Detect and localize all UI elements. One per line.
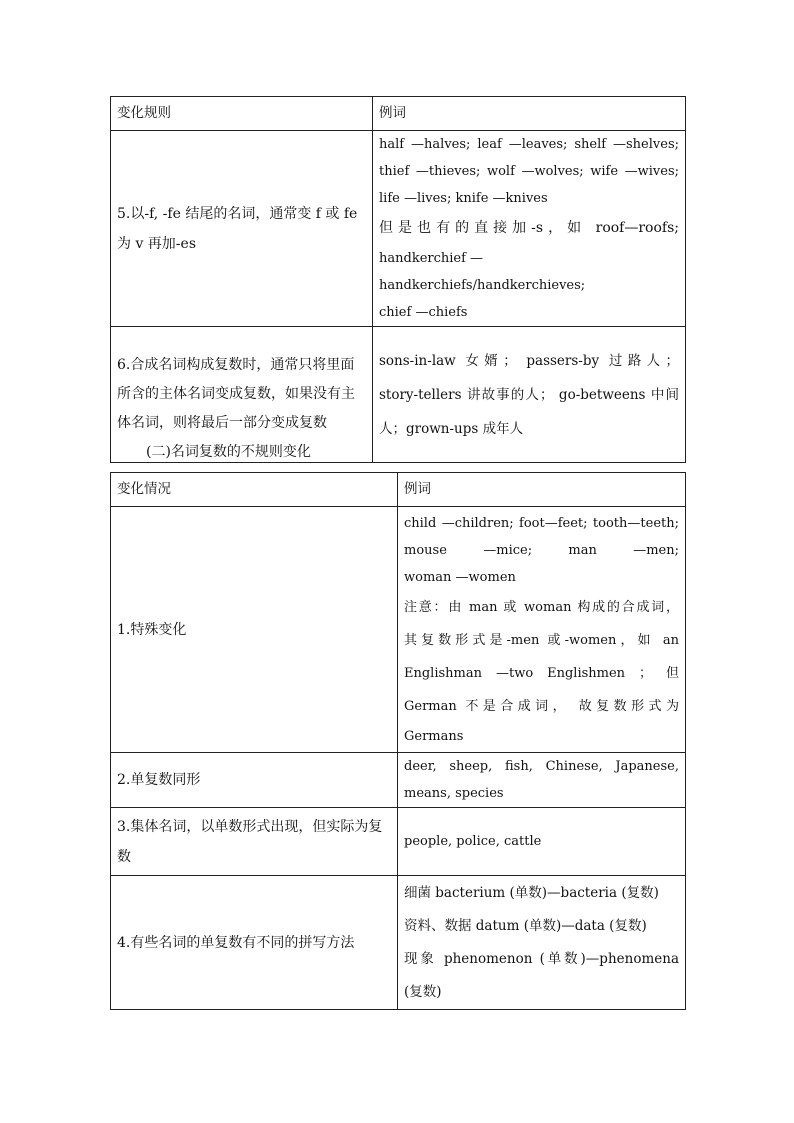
example-line: thief —thieves; wolf —wolves; wife —wives;: [379, 164, 679, 179]
rule-cell: 6.合成名词构成复数时，通常只将里面所含的主体名词变成复数，如果没有主体名词，则将最后一部分变成复数: [111, 327, 373, 463]
table-header-row: [111, 97, 686, 131]
example-line: half —halves; leaf —leaves; shelf —shelves;: [379, 137, 679, 152]
example-cell: [373, 131, 686, 327]
example-cell: [398, 808, 686, 876]
header-rule-cell: 变化情况: [111, 473, 398, 507]
rule-cell: 5.以-f, -fe 结尾的名词，通常变 f 或 fe 为 v 再加-es: [111, 131, 373, 327]
example-line: mouse —mice; man —men;: [404, 542, 679, 558]
rule-cell: 4.有些名词的单复数有不同的拼写方法: [111, 876, 398, 1010]
example-cell: [373, 327, 686, 463]
table-header-row: [111, 473, 686, 507]
noun-plural-rules-table: [110, 96, 686, 463]
table-row: [111, 507, 686, 753]
example-line: Germans: [404, 728, 464, 744]
example-line: chief —chiefs: [379, 305, 468, 320]
rule-cell: 2.单复数同形: [111, 753, 398, 808]
example-line: 其复数形式是-men 或-women，如 an: [404, 632, 679, 648]
example-line: woman —women: [404, 569, 516, 585]
example-line: 人；grown-ups 成年人: [379, 420, 524, 437]
example-cell: [398, 507, 686, 753]
rule-cell: 1.特殊变化: [111, 507, 398, 753]
section-subtitle: (二)名词复数的不规则变化: [146, 444, 311, 460]
example-line: life —lives; knife —knives: [379, 191, 548, 206]
header-example-cell: 例词: [373, 97, 686, 131]
table-row: [111, 131, 686, 327]
example-line: story-tellers 讲故事的人； go-betweens 中间: [379, 386, 679, 403]
example-line: 但是也有的直接加-s，如 roof—roofs;: [379, 220, 679, 236]
example-line: sons-in-law 女婿； passers-by 过路人；: [379, 352, 679, 369]
table-row: [111, 876, 686, 1010]
example-line: 资料、数据 datum (单数)—data (复数): [404, 917, 647, 934]
example-line: handkerchief —handkerchiefs/handkerchieves;: [379, 251, 586, 293]
example-line: people, police, cattle: [404, 834, 542, 849]
example-cell: [398, 753, 686, 808]
example-line: 注意：由 man 或 woman 构成的合成词，: [404, 599, 679, 615]
example-line: (复数): [404, 983, 442, 1000]
example-line: Englishman —two Englishmen ； 但: [404, 665, 679, 681]
example-line: 细菌 bacterium (单数)—bacteria (复数): [404, 884, 659, 901]
rule-cell: 3.集体名词，以单数形式出现，但实际为复数: [111, 808, 398, 876]
table-row: [111, 808, 686, 876]
table-row: [111, 753, 686, 808]
example-line: deer, sheep, fish, Chinese, Japanese,: [404, 759, 679, 774]
header-example-cell: 例词: [398, 473, 686, 507]
irregular-plural-table: [110, 472, 686, 1010]
example-line: German 不是合成词， 故复数形式为: [404, 698, 679, 714]
example-line: means, species: [404, 786, 504, 801]
example-line: 现象 phenomenon (单数)—phenomena: [404, 950, 679, 967]
header-rule-cell: 变化规则: [111, 97, 373, 131]
example-line: child —children; foot—feet; tooth—teeth;: [404, 515, 679, 531]
example-cell: [398, 876, 686, 1010]
